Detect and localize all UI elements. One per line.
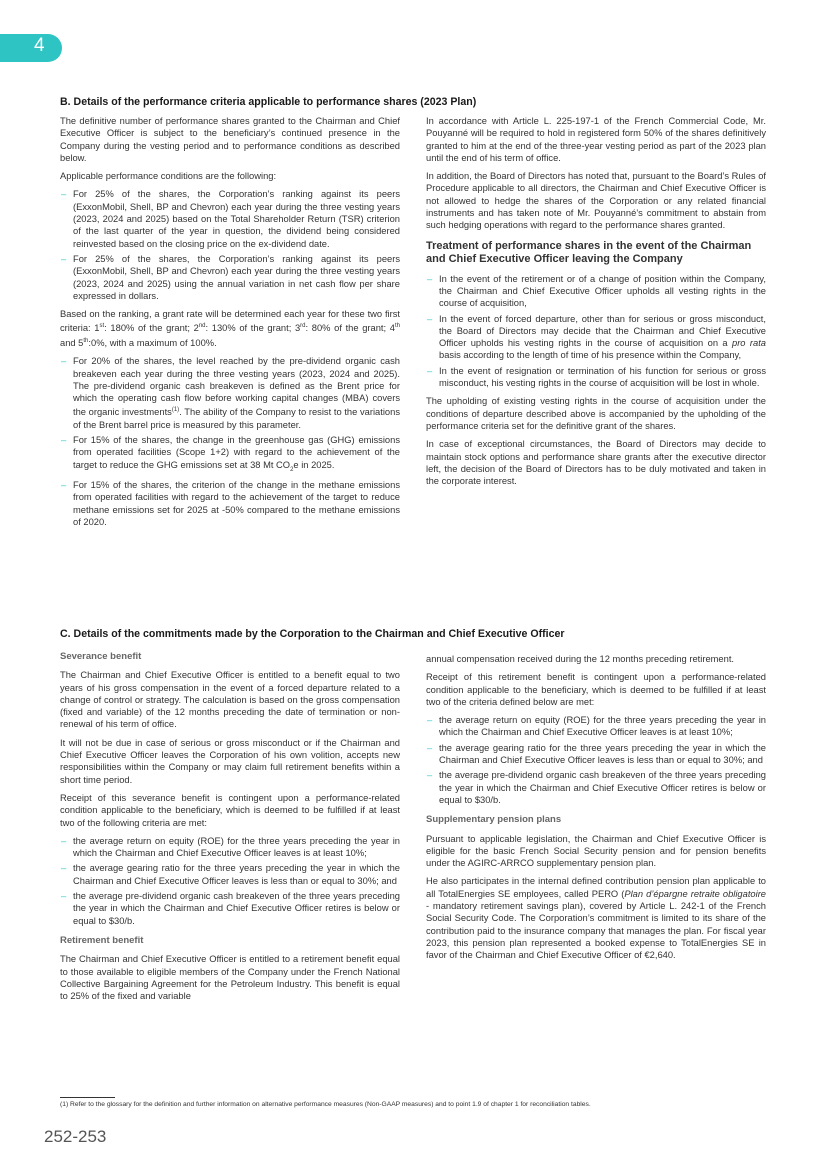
list-item: – the average gearing ratio for the three years preceding the year in which the Chairman and Chief Executive Officer leaves is less than or equal to 30%; and (426, 742, 766, 767)
list-item: – For 15% of the shares, the criterion of the change in the methane emissions from operated facilities with regard to the achievement of the target to reduce methane emissions set for 2025 at -50% compared to the methane emissions of 2020. (60, 479, 400, 528)
section-c-heading: C. Details of the commitments made by the Corporation to the Chairman and Chief Executive Officer (60, 628, 565, 640)
paragraph: Receipt of this severance benefit is contingent upon a performance-related condition applicable to the beneficiary, which is deemed to be fulfilled if at least two of the following criteria are met: (60, 792, 400, 828)
footnote-divider (60, 1097, 115, 1098)
footnote-ref: (1) (171, 407, 180, 414)
section-c-right-column (426, 653, 766, 968)
retirement-heading: Retirement benefit (60, 934, 144, 946)
page-numbers: 252-253 (44, 1127, 107, 1146)
paragraph: In accordance with Article L. 225-197-1 of the French Commercial Code, Mr. Pouyanné will be required to hold in registered form 50% of the shares definitively granted to him at the end of the three-year vesting period as part of the 2023 plan until the end of his term of office. (426, 116, 766, 163)
section-b-heading: B. Details of the performance criteria applicable to performance shares (2023 Plan) (60, 96, 477, 108)
paragraph: The Chairman and Chief Executive Officer is entitled to a retirement benefit equal to those available to eligible members of the Company under the French National Collective Bargaining Agreement for the Petroleum Industry. This benefit is equal to 25% of the fixed and variable (60, 954, 400, 1002)
list-item: – For 15% of the shares, the change in the greenhouse gas (GHG) emissions from operated facilities (Scope 1+2) with regard to the achievement of the target to reduce the GHG emissions set at 38 Mt $CO_2e$ in 2025. (60, 434, 400, 476)
list-item: – the average gearing ratio for the three years preceding the year in which the Chairman and Chief Executive Officer leaves is less than or equal to 30%; and (60, 862, 400, 887)
criteria-list (60, 188, 400, 302)
list-item: – the average pre-dividend organic cash breakeven of the three years preceding the year in which the Chairman and Chief Executive Officer retires is below or equal to $30/b. (426, 769, 766, 806)
list-item: – the average return on equity (ROE) for the three years preceding the year in which the Chairman and Chief Executive Officer leaves is at least 10%; (60, 835, 400, 860)
pension-heading: Supplementary pension plans (426, 814, 562, 826)
list-item: – For 25% of the shares, the Corporation’s ranking against its peers (ExxonMobil, Shell, BP and Chevron) each year during the three vesting years (2023, 2024 and 2025) based on the Total Shareholder Return (TSR) criterion of the last quarter of the year in question, the dividend being considered reinvested based on the closing price on the ex-dividend date. (60, 188, 400, 249)
subheading: Treatment of performance shares in the event of the Chairman and Chief Executive Officer leaving the Company (426, 239, 752, 266)
paragraph: In addition, the Board of Directors has noted that, pursuant to the Board’s Rules of Procedure applicable to all directors, the Chairman and Chief Executive Officer is not allowed to hedge the shares of the Corporation or any related financial instruments and has taken note of Mr. Pouyanné’s commitment to abstain from such hedging operations with regard to the performance shares granted. (426, 171, 766, 231)
section-c-left-column (60, 649, 400, 1008)
paragraph: The Chairman and Chief Executive Officer is entitled to a benefit equal to two years of his gross compensation in the event of a forced departure related to a change of control or strategy. The calculation is based on the gross compensation (fixed and variable) of the 12 months preceding the date of termination or non-renewal of his term of office. (60, 670, 400, 730)
departure-list (426, 273, 766, 390)
criteria-list (60, 355, 400, 528)
list-item: – the average return on equity (ROE) for the three years preceding the year in which the Chairman and Chief Executive Officer leaves is at least 10%; (426, 714, 766, 739)
paragraph: Pursuant to applicable legislation, the Chairman and Chief Executive Officer is eligible for the basic French Social Security pension and for pension benefits under the AGIRC-ARRCO supplementary pension plan. (426, 833, 766, 869)
paragraph: It will not be due in case of serious or gross misconduct or if the Chairman and Chief Executive Officer leaves the Corporation of his own volition, accepts new responsibilities within the Company or may claim full retirement benefits within a short time period. (60, 737, 400, 785)
paragraph: He also participates in the internal defined contribution pension plan applicable to all TotalEnergies SE employees, called PERO (Plan d’épargne retraite obligatoire - mandatory retirement savings plan), covered by Article L. 242-1 of the French Social Security Code. The Corporation’s commitment is limited to its share of the contribution paid to the insurance company that manages the plan. For fiscal year 2023, this pension plan represented a booked expense to TotalEnergies SE in favor of the Chairman and Chief Executive Officer of €2,640. (426, 876, 766, 961)
section-b-left-column (60, 115, 400, 534)
chapter-number: 4 (34, 35, 45, 56)
severance-heading: Severance benefit (60, 651, 142, 662)
footnote: (1) Refer to the glossary for the definition and further information on alternative performance measures (Non-GAAP measures) and to point 1.9 of chapter 1 for reconciliation tables. (60, 1101, 591, 1108)
paragraph: Applicable performance conditions are the following: (60, 171, 277, 182)
section-b-right-column (426, 115, 766, 493)
paragraph: annual compensation received during the 12 months preceding retirement. (426, 654, 735, 664)
list-item: – In the event of forced departure, other than for serious or gross misconduct, the Board of Directors may decide that the Chairman and Chief Executive Officer upholds his vesting rights in the course of acquisition on a pro rata basis according to the length of time of his presence within the Company, (426, 313, 766, 362)
criteria-list (60, 835, 400, 927)
grant-rate-paragraph: Based on the ranking, a grant rate will be determined each year for these two first criteria: 1st: 180% of the grant; 2nd: 130% of the grant; 3rd: 80% of the grant; 4th and 5th:0%, with a maximum of 100%. (60, 309, 400, 348)
list-item: – For 20% of the shares, the level reached by the pre-dividend organic cash breakeven each year during the three vesting years (2023, 2024 and 2025). The pre-dividend organic cash breakeven is defined as the Brent price for which the operating cash flow before working capital changes (MBA) covers the organic investments$^{(1)}$. The ability of the Company to resist to the variations of the Brent barrel price is measured by this parameter. (60, 355, 400, 431)
list-item: – In the event of resignation or termination of his function for serious or gross misconduct, his vesting rights in the course of acquisition will be lost in whole. (426, 365, 766, 390)
chapter-tab (0, 34, 62, 62)
paragraph: The definitive number of performance shares granted to the Chairman and Chief Executive Officer is subject to the beneficiary’s continued presence in the Company during the vesting period and to performance conditions as described below. (60, 116, 400, 163)
list-item: – the average pre-dividend organic cash breakeven of the three years preceding the year in which the Chairman and Chief Executive Officer retires is below or equal to $30/b. (60, 890, 400, 927)
paragraph: In case of exceptional circumstances, the Board of Directors may decide to maintain stock options and performance share grants after the executive director left, the decision of the Board of Directors has to be duly motivated and taken in the corporate interest. (426, 439, 766, 487)
list-item: – For 25% of the shares, the Corporation’s ranking against its peers (ExxonMobil, Shell, BP and Chevron) each year during the three vesting years (2023, 2024 and 2025) using the annual variation in net cash flow per share expressed in dollars. (60, 253, 400, 302)
criteria-list (426, 714, 766, 806)
paragraph: The upholding of existing vesting rights in the course of acquisition under the conditions of departure described above is accompanied by the upholding of the performance criteria set for the definitive grant of the shares. (426, 396, 766, 431)
paragraph: Receipt of this retirement benefit is contingent upon a performance-related condition applicable to the beneficiary, which is deemed to be fulfilled if at least two of the criteria defined below are met: (426, 672, 766, 707)
list-item: – In the event of the retirement or of a change of position within the Company, the Chairman and Chief Executive Officer upholds all vesting rights in the course of acquisition, (426, 273, 766, 310)
